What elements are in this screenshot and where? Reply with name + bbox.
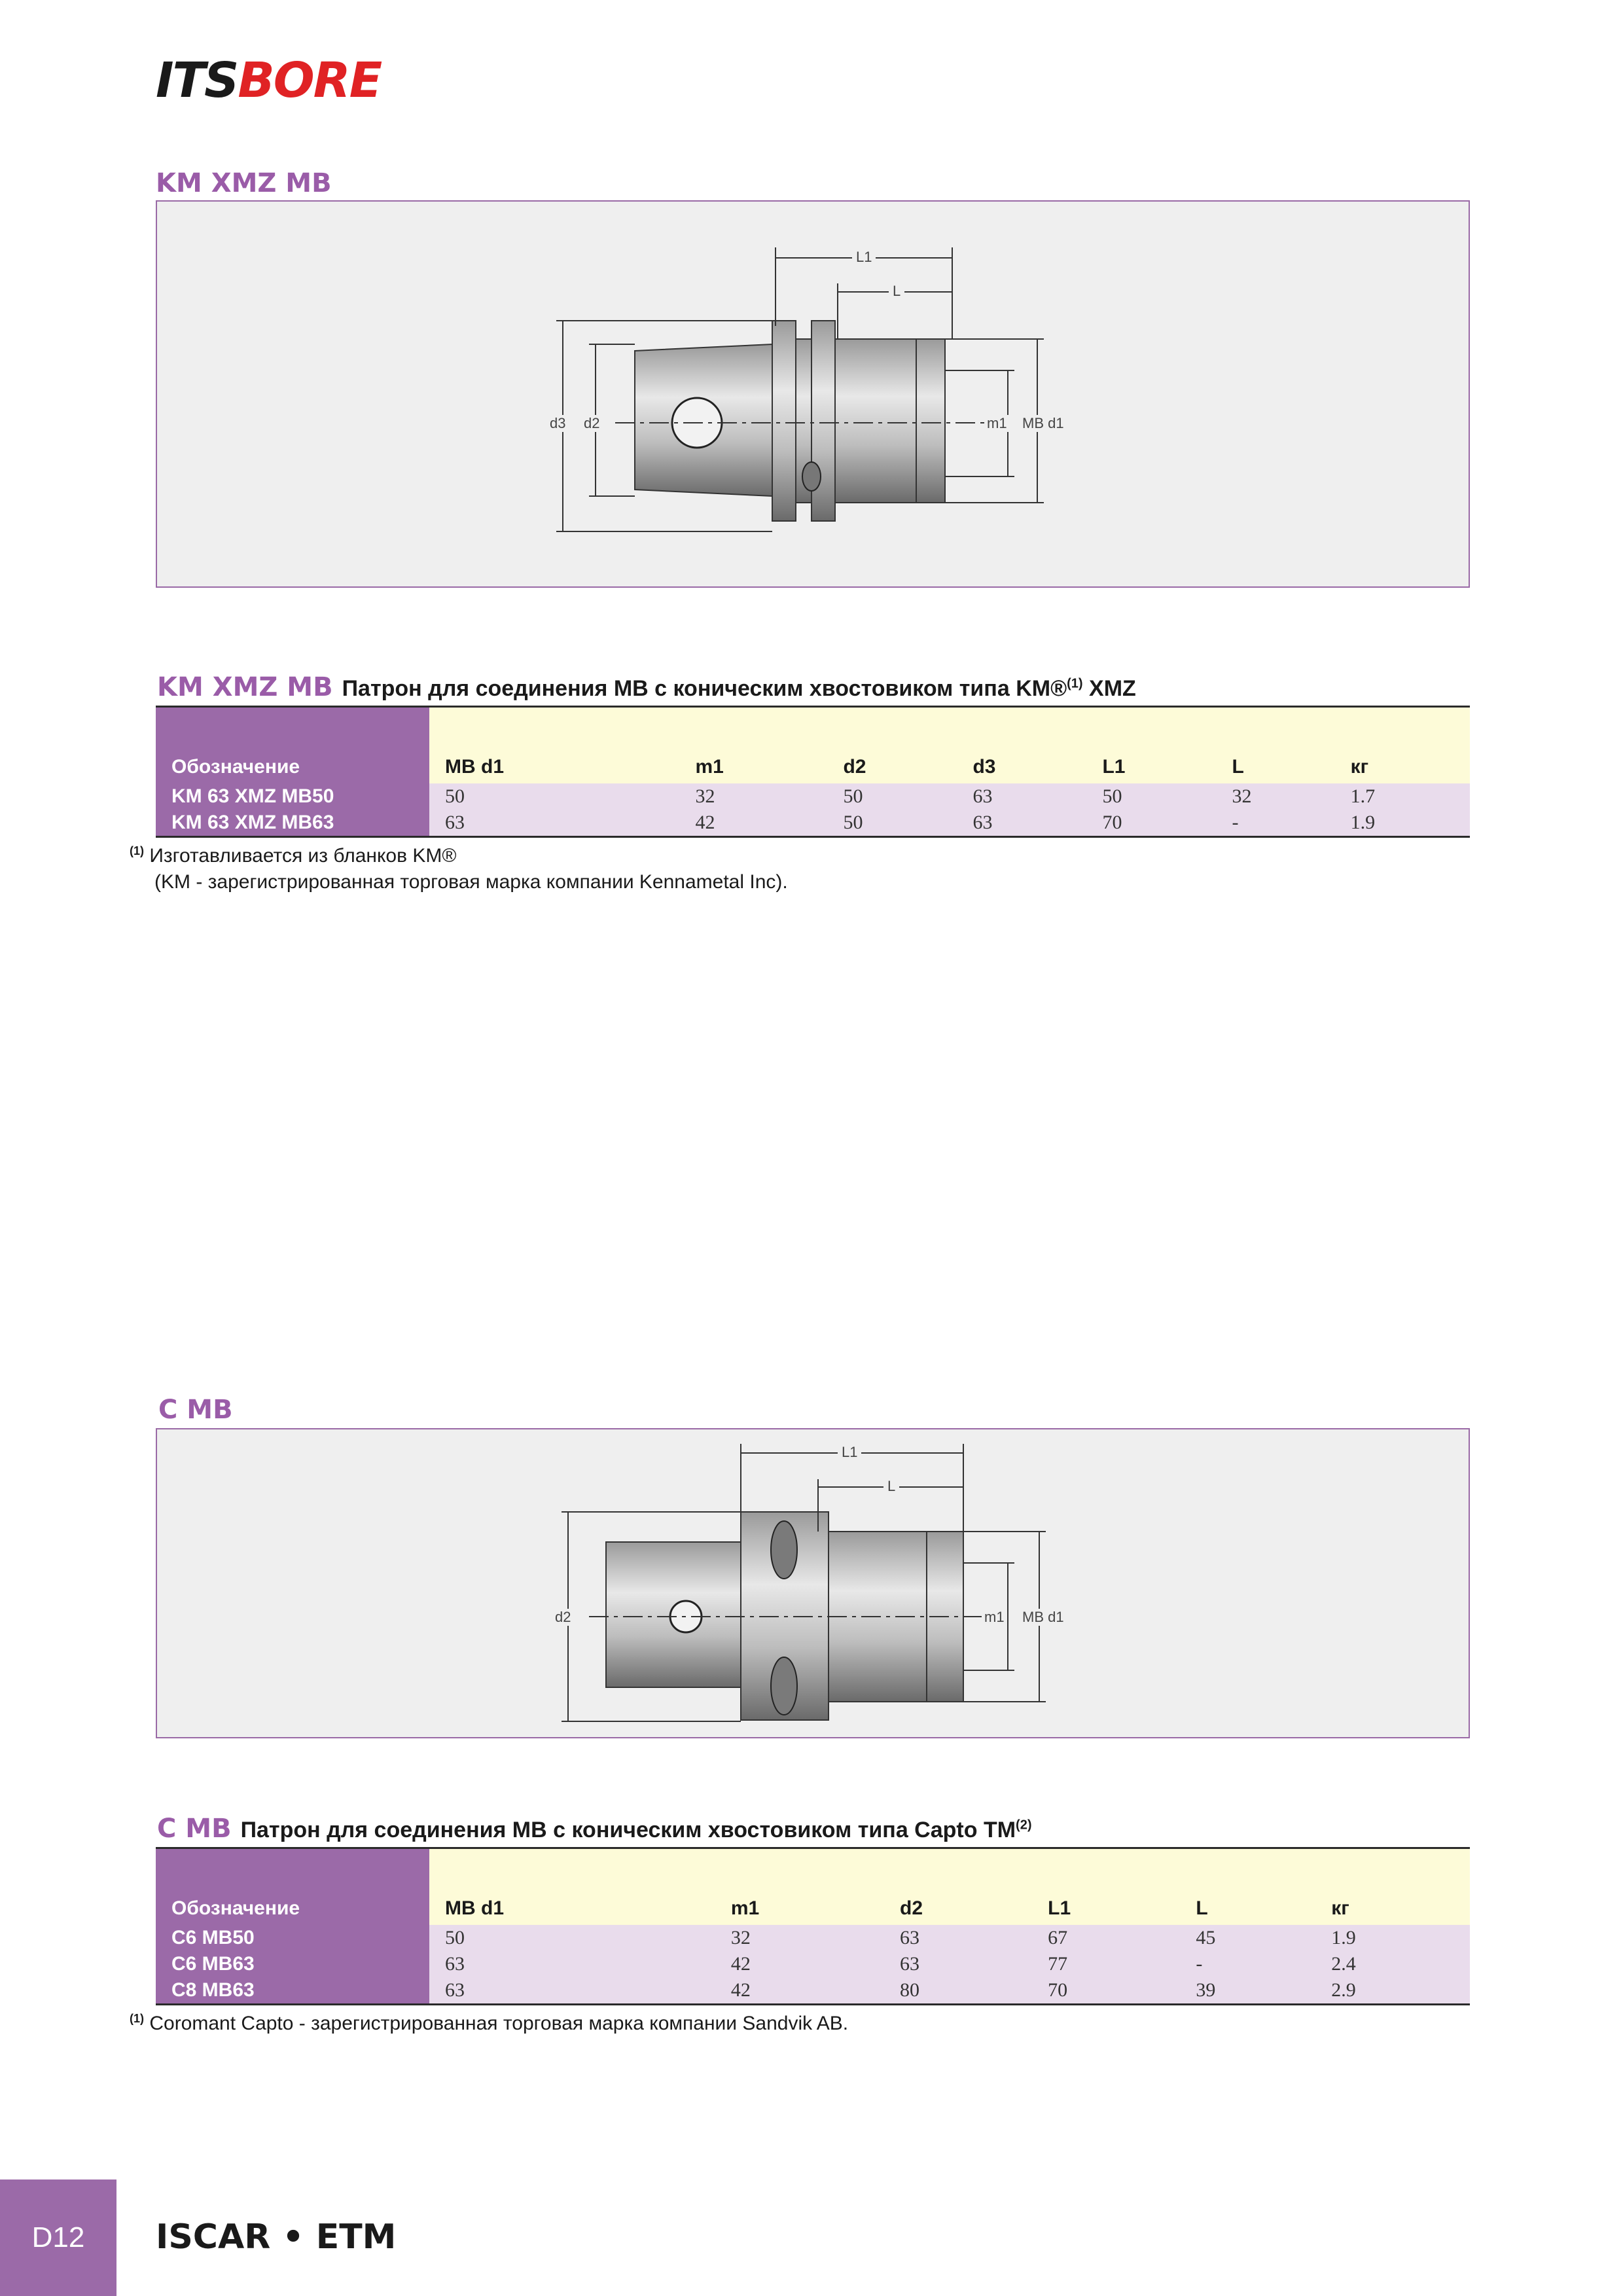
footnote-marker: (1) <box>130 2012 144 2025</box>
table-title-sup: (2) <box>1016 1818 1032 1833</box>
col-L1: L1 <box>1032 1848 1180 1926</box>
cell: 32 <box>679 783 827 810</box>
section1-footnote <box>130 838 788 895</box>
col-d3: d3 <box>957 707 1086 784</box>
dim-L: L <box>889 283 904 300</box>
col-m1: m1 <box>715 1848 884 1926</box>
cell: 2.9 <box>1315 1977 1470 2005</box>
table-row <box>156 1977 1470 2005</box>
table-header-row <box>156 707 1470 784</box>
dim-L1: L1 <box>838 1444 861 1461</box>
col-d2: d2 <box>884 1848 1032 1926</box>
table-title-text: Патрон для соединения МВ с коническим хвостовиком типа Capto TM <box>240 1818 1016 1842</box>
cell: 1.7 <box>1335 783 1470 810</box>
dim-mbd1: MB d1 <box>1020 1609 1067 1626</box>
cell: 80 <box>884 1977 1032 2005</box>
col-mbd1: MB d1 <box>429 707 679 784</box>
cell: 70 <box>1086 810 1216 837</box>
table-title-tail: XMZ <box>1082 676 1136 701</box>
dim-m1: m1 <box>984 415 1010 432</box>
cell-designation: C6 MB50 <box>156 1925 429 1951</box>
dim-L: L <box>883 1478 899 1495</box>
table-header-row <box>156 1848 1470 1926</box>
page-number: D12 <box>0 2179 116 2296</box>
col-designation: Обозначение <box>156 1848 429 1926</box>
cell: - <box>1180 1951 1315 1977</box>
cell: 63 <box>429 1951 715 1977</box>
col-L1: L1 <box>1086 707 1216 784</box>
footnote-marker: (1) <box>130 844 144 857</box>
col-L: L <box>1216 707 1334 784</box>
cell: 39 <box>1180 1977 1315 2005</box>
col-kg: кг <box>1315 1848 1470 1926</box>
c-mb-table <box>156 1847 1470 2005</box>
cell: 42 <box>679 810 827 837</box>
col-d2: d2 <box>827 707 957 784</box>
table-row <box>156 1925 1470 1951</box>
table-row <box>156 1951 1470 1977</box>
cell: 63 <box>884 1925 1032 1951</box>
km-xmz-mb-drawing-svg <box>157 202 1471 589</box>
table-title-sup: (1) <box>1067 676 1083 691</box>
table-title-code: KM XMZ MB <box>157 672 333 702</box>
dim-d2: d2 <box>552 1609 573 1626</box>
table-row <box>156 810 1470 837</box>
section2-footnote <box>130 2005 848 2037</box>
col-kg: кг <box>1335 707 1470 784</box>
dim-d2: d2 <box>581 415 602 432</box>
footnote-line1: Coromant Capto - зарегистрированная торговая марка компании Sandvik AB. <box>149 2013 849 2034</box>
cell: - <box>1216 810 1334 837</box>
table-title-code: C MB <box>157 1814 232 1844</box>
cell-designation: KM 63 XMZ MB50 <box>156 783 429 810</box>
itsbore-logo <box>156 52 382 109</box>
section2-title: C MB <box>158 1395 233 1425</box>
cell: 63 <box>429 810 679 837</box>
cell: 1.9 <box>1335 810 1470 837</box>
cell: 45 <box>1180 1925 1315 1951</box>
cell: 50 <box>429 1925 715 1951</box>
cell: 63 <box>884 1951 1032 1977</box>
section1-table-title <box>157 674 1136 700</box>
cell: 32 <box>1216 783 1334 810</box>
c-mb-drawing-svg <box>157 1429 1471 1740</box>
section1-title: KM XMZ MB <box>156 168 332 198</box>
cell: 50 <box>1086 783 1216 810</box>
col-mbd1: MB d1 <box>429 1848 715 1926</box>
cell: 2.4 <box>1315 1951 1470 1977</box>
cell-designation: C8 MB63 <box>156 1977 429 2005</box>
c-mb-drawing <box>156 1428 1470 1738</box>
cell: 63 <box>429 1977 715 2005</box>
cell: 50 <box>827 810 957 837</box>
dim-d3: d3 <box>547 415 568 432</box>
dim-m1: m1 <box>982 1609 1007 1626</box>
section2-table-title <box>157 1816 1032 1842</box>
cell: 63 <box>957 810 1086 837</box>
cell-designation: KM 63 XMZ MB63 <box>156 810 429 837</box>
cell: 63 <box>957 783 1086 810</box>
cell: 50 <box>429 783 679 810</box>
col-L: L <box>1180 1848 1315 1926</box>
footnote-line2: (KM - зарегистрированная торговая марка компании Kennametal Inc). <box>154 871 788 893</box>
dim-L1: L1 <box>852 249 876 266</box>
table-row <box>156 783 1470 810</box>
footnote-line1: Изготавливается из бланков KM® <box>149 845 457 867</box>
table-title-text: Патрон для соединения МВ с коническим хвостовиком типа KM® <box>342 676 1067 701</box>
logo-its: ITS <box>156 52 238 109</box>
cell: 67 <box>1032 1925 1180 1951</box>
cell: 42 <box>715 1951 884 1977</box>
cell-designation: C6 MB63 <box>156 1951 429 1977</box>
cell: 1.9 <box>1315 1925 1470 1951</box>
col-m1: m1 <box>679 707 827 784</box>
cell: 70 <box>1032 1977 1180 2005</box>
km-xmz-mb-drawing <box>156 200 1470 588</box>
logo-bore: BORE <box>238 52 382 109</box>
footer-brand: ISCAR • ETM <box>156 2217 397 2257</box>
cell: 50 <box>827 783 957 810</box>
col-designation: Обозначение <box>156 707 429 784</box>
cell: 32 <box>715 1925 884 1951</box>
cell: 42 <box>715 1977 884 2005</box>
km-xmz-mb-table <box>156 706 1470 838</box>
dim-mbd1: MB d1 <box>1020 415 1067 432</box>
cell: 77 <box>1032 1951 1180 1977</box>
